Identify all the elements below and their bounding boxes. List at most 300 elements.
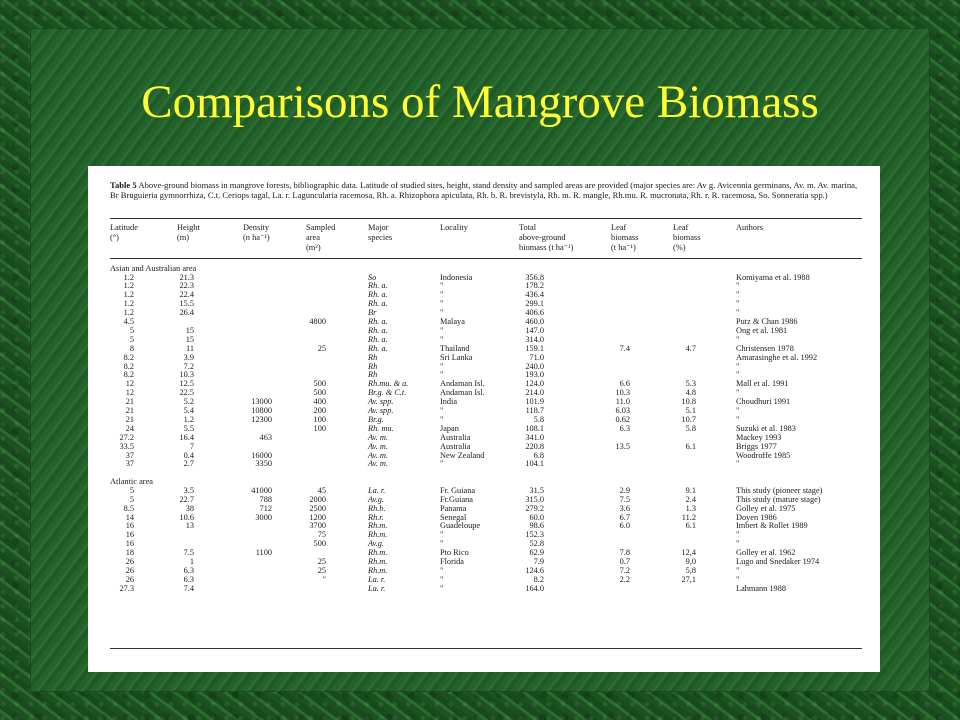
cell-authors: " bbox=[736, 565, 740, 575]
header-latitude: Latitude (°) bbox=[110, 223, 138, 242]
cell-sampled-area: 45 bbox=[317, 485, 326, 495]
header-leaf-percent: Leaf biomass (%) bbox=[673, 223, 701, 252]
cell-latitude: 1.2 bbox=[123, 272, 134, 282]
cell-latitude: 12 bbox=[125, 388, 134, 398]
cell-density: 41000 bbox=[251, 485, 272, 495]
cell-sampled-area: 25 bbox=[317, 557, 326, 566]
cell-authors: " bbox=[736, 308, 740, 318]
cell-locality: Pto Rico bbox=[440, 548, 469, 558]
cell-total-biomass: 6.8 bbox=[533, 450, 544, 460]
cell-leaf-percent: 5.1 bbox=[685, 406, 696, 415]
cell-total-biomass: 314.0 bbox=[525, 334, 544, 344]
cell-leaf-percent: 27,1 bbox=[681, 574, 696, 584]
cell-latitude: 8.5 bbox=[123, 503, 134, 513]
cell-leaf-biomass: 6.0 bbox=[619, 521, 630, 531]
cell-latitude: 24 bbox=[125, 423, 134, 433]
cell-density: 13000 bbox=[251, 397, 272, 407]
cell-height: 7 bbox=[189, 441, 194, 451]
cell-leaf-percent: 2.4 bbox=[685, 494, 696, 504]
table-row bbox=[88, 363, 880, 372]
cell-density: 463 bbox=[259, 432, 272, 442]
table-row bbox=[88, 354, 880, 363]
cell-locality: " bbox=[440, 281, 444, 291]
table-row bbox=[88, 300, 880, 309]
cell-height: 1 bbox=[189, 557, 194, 566]
cell-species: Rh. a. bbox=[368, 290, 388, 300]
cell-species: Av. m. bbox=[368, 441, 388, 451]
cell-locality: Malaya bbox=[440, 317, 465, 326]
table-caption-label: Table 5 bbox=[110, 180, 137, 190]
header-density: Density (n ha⁻¹) bbox=[243, 223, 270, 242]
cell-authors: Amarasinghe et al. 1992 bbox=[736, 352, 818, 362]
cell-species: Rh.mu. & a. bbox=[368, 379, 409, 389]
cell-latitude: 27.2 bbox=[119, 432, 134, 442]
cell-locality: Senegal bbox=[440, 512, 467, 522]
cell-authors: Suzuki et al. 1983 bbox=[736, 423, 796, 433]
cell-locality: Sri Lanka bbox=[440, 352, 473, 362]
cell-leaf-percent: 5.8 bbox=[685, 423, 696, 433]
cell-total-biomass: 8.2 bbox=[533, 574, 544, 584]
cell-leaf-percent: 4.7 bbox=[685, 343, 696, 353]
cell-locality: " bbox=[440, 574, 444, 584]
cell-total-biomass: 164.0 bbox=[525, 583, 544, 593]
cell-total-biomass: 7.9 bbox=[533, 557, 544, 566]
cell-total-biomass: 52.8 bbox=[529, 539, 544, 549]
cell-locality: " bbox=[440, 325, 444, 335]
cell-total-biomass: 147.0 bbox=[525, 325, 544, 335]
cell-leaf-percent: 10.7 bbox=[681, 414, 696, 424]
cell-authors: " bbox=[736, 388, 740, 398]
cell-height: 22.7 bbox=[179, 494, 194, 504]
cell-species: Rh. a. bbox=[368, 317, 388, 326]
cell-height: 7.4 bbox=[183, 583, 194, 593]
cell-leaf-biomass: 7.5 bbox=[619, 494, 630, 504]
cell-height: 22.4 bbox=[179, 290, 194, 300]
cell-leaf-percent: 6.1 bbox=[685, 521, 696, 531]
cell-leaf-biomass: 10.3 bbox=[615, 388, 630, 398]
cell-density: 712 bbox=[259, 503, 272, 513]
cell-locality: " bbox=[440, 530, 444, 540]
cell-latitude: 26 bbox=[125, 557, 134, 566]
cell-authors: Ong et al. 1981 bbox=[736, 325, 788, 335]
cell-height: 26.4 bbox=[179, 308, 194, 318]
cell-authors: Doyen 1986 bbox=[736, 512, 777, 522]
cell-density: 12300 bbox=[251, 414, 272, 424]
cell-authors: " bbox=[736, 361, 740, 371]
table-row bbox=[88, 291, 880, 300]
cell-sampled-area: 3700 bbox=[309, 521, 326, 531]
cell-density: 788 bbox=[259, 494, 272, 504]
cell-species: Br.g. & C.t. bbox=[368, 388, 407, 398]
cell-authors: Lahmann 1988 bbox=[736, 583, 787, 593]
cell-locality: " bbox=[440, 334, 444, 344]
table-row bbox=[88, 460, 880, 469]
cell-species: Rh.r. bbox=[368, 512, 384, 522]
table-row bbox=[88, 558, 880, 567]
cell-total-biomass: 178.2 bbox=[525, 281, 544, 291]
cell-sampled-area: 400 bbox=[313, 397, 326, 407]
cell-leaf-biomass: 2.9 bbox=[619, 485, 630, 495]
cell-height: 3.9 bbox=[183, 352, 194, 362]
cell-authors: " bbox=[736, 459, 740, 469]
cell-latitude: 33.5 bbox=[119, 441, 134, 451]
cell-authors: Christensen 1978 bbox=[736, 343, 794, 353]
cell-sampled-area: 500 bbox=[313, 379, 326, 389]
cell-sampled-area: 25 bbox=[317, 343, 326, 353]
cell-total-biomass: 240.0 bbox=[525, 361, 544, 371]
cell-leaf-biomass: 0.62 bbox=[615, 414, 630, 424]
cell-sampled-area: 500 bbox=[313, 388, 326, 398]
cell-latitude: 18 bbox=[125, 548, 134, 558]
cell-leaf-biomass: 7.4 bbox=[619, 343, 630, 353]
cell-height: 0.4 bbox=[183, 450, 194, 460]
table-row bbox=[88, 407, 880, 416]
cell-species: Av. m. bbox=[368, 432, 388, 442]
cell-latitude: 1.2 bbox=[123, 299, 134, 309]
cell-latitude: 8.2 bbox=[123, 361, 134, 371]
cell-species: Rh.m. bbox=[368, 548, 388, 558]
cell-sampled-area: 500 bbox=[313, 539, 326, 549]
cell-total-biomass: 460.0 bbox=[525, 317, 544, 326]
cell-latitude: 8 bbox=[129, 343, 134, 353]
header-major-species: Major species bbox=[368, 223, 393, 242]
cell-total-biomass: 315.0 bbox=[525, 494, 544, 504]
cell-latitude: 16 bbox=[125, 530, 134, 540]
cell-species: Rh. mu. bbox=[368, 423, 394, 433]
cell-species: Rh bbox=[368, 361, 378, 371]
cell-height: 6.3 bbox=[183, 574, 194, 584]
cell-species: Rh. a. bbox=[368, 325, 388, 335]
cell-locality: Fr.Guiana bbox=[440, 494, 473, 504]
cell-locality: " bbox=[440, 583, 444, 593]
cell-locality: Panama bbox=[440, 503, 467, 513]
cell-height: 16.4 bbox=[179, 432, 194, 442]
cell-authors: This study (pioneer stage) bbox=[736, 485, 823, 495]
table-row bbox=[88, 282, 880, 291]
cell-latitude: 4.5 bbox=[123, 317, 134, 326]
cell-leaf-biomass: 11.0 bbox=[615, 397, 630, 407]
cell-species: Av.g. bbox=[368, 494, 384, 504]
cell-total-biomass: 214.0 bbox=[525, 388, 544, 398]
cell-leaf-percent: 5,8 bbox=[685, 565, 696, 575]
cell-authors: " bbox=[736, 574, 740, 584]
cell-authors: Golley et al. 1975 bbox=[736, 503, 796, 513]
cell-latitude: 5 bbox=[129, 334, 134, 344]
cell-locality: Thailand bbox=[440, 343, 470, 353]
cell-sampled-area: 2500 bbox=[309, 503, 326, 513]
cell-density: 1100 bbox=[255, 548, 272, 558]
cell-total-biomass: 60.0 bbox=[529, 512, 544, 522]
cell-authors: Choudhuri 1991 bbox=[736, 397, 791, 407]
cell-locality: " bbox=[440, 539, 444, 549]
table-row bbox=[88, 327, 880, 336]
cell-latitude: 8.2 bbox=[123, 370, 134, 380]
cell-species: Rh bbox=[368, 370, 378, 380]
cell-sampled-area: 2000 bbox=[309, 494, 326, 504]
cell-leaf-biomass: 7.2 bbox=[619, 565, 630, 575]
cell-height: 22.3 bbox=[179, 281, 194, 291]
cell-species: Rh. a. bbox=[368, 334, 388, 344]
cell-authors: Briggs 1977 bbox=[736, 441, 777, 451]
cell-latitude: 5 bbox=[129, 485, 134, 495]
cell-species: La. r. bbox=[368, 485, 386, 495]
cell-height: 15 bbox=[185, 325, 194, 335]
cell-sampled-area: 100 bbox=[313, 414, 326, 424]
cell-authors: " bbox=[736, 539, 740, 549]
cell-height: 12.5 bbox=[179, 379, 194, 389]
cell-species: Br bbox=[368, 308, 377, 318]
cell-locality: " bbox=[440, 406, 444, 415]
cell-authors: Imbert & Rollet 1989 bbox=[736, 521, 808, 531]
table-row bbox=[88, 398, 880, 407]
cell-height: 11 bbox=[186, 343, 194, 353]
cell-species: Rh.m. bbox=[368, 557, 388, 566]
cell-authors: " bbox=[736, 406, 740, 415]
cell-species: Rh.m. bbox=[368, 530, 388, 540]
cell-leaf-biomass: 6.7 bbox=[619, 512, 630, 522]
header-height: Height (m) bbox=[177, 223, 200, 242]
table-row bbox=[88, 567, 880, 576]
header-leaf-biomass: Leaf biomass (t ha⁻¹) bbox=[611, 223, 639, 252]
cell-sampled-area: 75 bbox=[317, 530, 326, 540]
scanned-table-image bbox=[88, 166, 880, 672]
table-caption-text: Above-ground biomass in mangrove forests, bibliographic data. Latitude of studied sites, height, stand density and sampled areas are provided (major species are: Av g. Avicennia germinans, Av. m. Av. marina, Br Bruguieria gymnorrhiza, C.t. Ceriops tagal, La. r. Laguncularia racemosa, Rh. a. Rhizophora apiculata, Rh. b. R. brevistyla, Rh. m. R. mangle, Rh.mu. R. mucronata, Rh. r. R. racemosa, So. Sonneratia spp.) bbox=[110, 180, 858, 201]
cell-locality: Andaman Isl. bbox=[440, 388, 485, 398]
cell-authors: Putz & Chan 1986 bbox=[736, 317, 798, 326]
cell-total-biomass: 356.8 bbox=[525, 272, 544, 282]
cell-authors: Golley et al. 1962 bbox=[736, 548, 796, 558]
cell-locality: " bbox=[440, 459, 444, 469]
cell-height: 5.2 bbox=[183, 397, 194, 407]
cell-leaf-percent: 4.8 bbox=[685, 388, 696, 398]
cell-authors: " bbox=[736, 334, 740, 344]
cell-density: 16000 bbox=[251, 450, 272, 460]
cell-total-biomass: 5.8 bbox=[533, 414, 544, 424]
cell-sampled-area: 4800 bbox=[309, 317, 326, 326]
cell-leaf-percent: 9.1 bbox=[685, 485, 696, 495]
cell-leaf-biomass: 3.6 bbox=[619, 503, 630, 513]
table-top-rule bbox=[110, 218, 862, 219]
cell-total-biomass: 220.8 bbox=[525, 441, 544, 451]
cell-leaf-biomass: 13.5 bbox=[615, 441, 630, 451]
cell-total-biomass: 436.4 bbox=[525, 290, 544, 300]
cell-species: Av. m. bbox=[368, 459, 388, 469]
cell-total-biomass: 341.0 bbox=[525, 432, 544, 442]
cell-total-biomass: 101.9 bbox=[525, 397, 544, 407]
cell-total-biomass: 124.0 bbox=[525, 379, 544, 389]
header-sampled-area: Sampled area (m²) bbox=[306, 223, 336, 252]
cell-height: 22.5 bbox=[179, 388, 194, 398]
cell-species: Br.g. bbox=[368, 414, 384, 424]
cell-authors: Mall et al. 1991 bbox=[736, 379, 789, 389]
cell-latitude: 37 bbox=[125, 450, 134, 460]
cell-latitude: 5 bbox=[129, 494, 134, 504]
cell-leaf-biomass: 6.3 bbox=[619, 423, 630, 433]
cell-total-biomass: 299.1 bbox=[525, 299, 544, 309]
cell-authors: " bbox=[736, 290, 740, 300]
cell-authors: " bbox=[736, 281, 740, 291]
table-row bbox=[88, 452, 880, 461]
table-header-rule bbox=[110, 258, 862, 259]
cell-locality: Florida bbox=[440, 557, 464, 566]
cell-total-biomass: 118.7 bbox=[525, 406, 544, 415]
table-bottom-rule bbox=[110, 648, 862, 649]
header-authors: Authors bbox=[736, 223, 763, 232]
cell-species: Av.g. bbox=[368, 539, 384, 549]
cell-latitude: 16 bbox=[125, 539, 134, 549]
cell-locality: Fr. Guiana bbox=[440, 485, 476, 495]
cell-latitude: 1.2 bbox=[123, 308, 134, 318]
cell-locality: " bbox=[440, 290, 444, 300]
cell-density: 10800 bbox=[251, 406, 272, 415]
cell-total-biomass: 193.0 bbox=[525, 370, 544, 380]
cell-leaf-percent: 11.2 bbox=[681, 512, 696, 522]
cell-locality: " bbox=[440, 361, 444, 371]
table-row bbox=[88, 274, 880, 283]
cell-latitude: 26 bbox=[125, 565, 134, 575]
cell-total-biomass: 104.1 bbox=[525, 459, 544, 469]
cell-locality: " bbox=[440, 308, 444, 318]
cell-species: Rh.m. bbox=[368, 521, 388, 531]
cell-height: 7.5 bbox=[183, 548, 194, 558]
cell-sampled-area: 100 bbox=[313, 423, 326, 433]
cell-leaf-biomass: 0.7 bbox=[619, 557, 630, 566]
cell-height: 3.5 bbox=[183, 485, 194, 495]
cell-latitude: 1.2 bbox=[123, 281, 134, 291]
cell-locality: Japan bbox=[440, 423, 459, 433]
cell-latitude: 16 bbox=[125, 521, 134, 531]
cell-total-biomass: 71.0 bbox=[529, 352, 544, 362]
cell-density: 3000 bbox=[255, 512, 272, 522]
cell-height: 38 bbox=[185, 503, 194, 513]
cell-leaf-percent: 12,4 bbox=[681, 548, 696, 558]
cell-total-biomass: 406.6 bbox=[525, 308, 544, 318]
cell-height: 6.3 bbox=[183, 565, 194, 575]
cell-total-biomass: 108.1 bbox=[525, 423, 544, 433]
cell-species: Rh.b. bbox=[368, 503, 386, 513]
cell-leaf-percent: 10.8 bbox=[681, 397, 696, 407]
table-section-label: Atlantic area bbox=[110, 477, 154, 487]
cell-total-biomass: 152.3 bbox=[525, 530, 544, 540]
slide-title: Comparisons of Mangrove Biomass bbox=[141, 76, 819, 128]
cell-latitude: 5 bbox=[129, 325, 134, 335]
cell-species: La. r. bbox=[368, 583, 386, 593]
cell-species: So bbox=[368, 272, 377, 282]
cell-locality: Guadeloupe bbox=[440, 521, 481, 531]
cell-density: 3350 bbox=[255, 459, 272, 469]
cell-latitude: 1.2 bbox=[123, 290, 134, 300]
cell-locality: " bbox=[440, 370, 444, 380]
cell-species: Av. spp. bbox=[368, 406, 394, 415]
cell-locality: " bbox=[440, 565, 444, 575]
cell-leaf-biomass: 7.8 bbox=[619, 548, 630, 558]
cell-locality: Australia bbox=[440, 441, 471, 451]
cell-leaf-percent: 5.3 bbox=[685, 379, 696, 389]
cell-species: Rh. a. bbox=[368, 343, 388, 353]
cell-authors: Mackey 1993 bbox=[736, 432, 782, 442]
cell-leaf-biomass: 2.2 bbox=[619, 574, 630, 584]
cell-height: 13 bbox=[185, 521, 194, 531]
cell-species: Av. spp. bbox=[368, 397, 394, 407]
cell-authors: " bbox=[736, 299, 740, 309]
cell-height: 21.3 bbox=[179, 272, 194, 282]
cell-total-biomass: 62.9 bbox=[529, 548, 544, 558]
cell-sampled-area: 25 bbox=[317, 565, 326, 575]
cell-latitude: 14 bbox=[125, 512, 134, 522]
cell-authors: Woodroffe 1985 bbox=[736, 450, 791, 460]
cell-latitude: 26 bbox=[125, 574, 134, 584]
cell-sampled-area: " bbox=[322, 574, 326, 584]
table-row bbox=[88, 585, 880, 594]
cell-latitude: 21 bbox=[125, 406, 134, 415]
cell-leaf-biomass: 6.6 bbox=[619, 379, 630, 389]
cell-leaf-percent: 1.3 bbox=[685, 503, 696, 513]
cell-authors: " bbox=[736, 414, 740, 424]
cell-species: Rh.m. bbox=[368, 565, 388, 575]
cell-latitude: 21 bbox=[125, 397, 134, 407]
cell-latitude: 12 bbox=[125, 379, 134, 389]
cell-authors: " bbox=[736, 370, 740, 380]
cell-height: 7.2 bbox=[183, 361, 194, 371]
cell-authors: This study (mature stage) bbox=[736, 494, 821, 504]
cell-species: La. r. bbox=[368, 574, 386, 584]
cell-locality: Australia bbox=[440, 432, 471, 442]
cell-sampled-area: 1200 bbox=[309, 512, 326, 522]
cell-locality: " bbox=[440, 299, 444, 309]
cell-total-biomass: 124.6 bbox=[525, 565, 544, 575]
cell-height: 10.3 bbox=[179, 370, 194, 380]
cell-latitude: 8.2 bbox=[123, 352, 134, 362]
cell-leaf-percent: 9,0 bbox=[685, 557, 696, 566]
cell-authors: Komiyama et al. 1988 bbox=[736, 272, 810, 282]
cell-leaf-biomass: 6.03 bbox=[615, 406, 630, 415]
cell-locality: New Zealand bbox=[440, 450, 485, 460]
cell-height: 1.2 bbox=[183, 414, 194, 424]
cell-height: 2.7 bbox=[183, 459, 194, 469]
table-caption bbox=[110, 180, 862, 201]
cell-height: 15.5 bbox=[179, 299, 194, 309]
header-locality: Locality bbox=[440, 223, 468, 232]
cell-total-biomass: 159.1 bbox=[525, 343, 544, 353]
cell-locality: " bbox=[440, 414, 444, 424]
cell-species: Av. m. bbox=[368, 450, 388, 460]
cell-locality: Indonesia bbox=[440, 272, 473, 282]
cell-leaf-percent: 6.1 bbox=[685, 441, 696, 451]
table-row bbox=[88, 531, 880, 540]
header-total-biomass: Total above-ground biomass (t ha⁻¹) bbox=[519, 223, 574, 252]
table-section-label: Asian and Australian area bbox=[110, 264, 197, 273]
cell-species: Rh. a. bbox=[368, 299, 388, 309]
cell-latitude: 27.3 bbox=[119, 583, 134, 593]
cell-height: 10.6 bbox=[179, 512, 194, 522]
cell-latitude: 37 bbox=[125, 459, 134, 469]
cell-locality: India bbox=[440, 397, 458, 407]
cell-authors: " bbox=[736, 530, 740, 540]
cell-sampled-area: 200 bbox=[313, 406, 326, 415]
cell-locality: Andaman Isl. bbox=[440, 379, 485, 389]
cell-height: 5.4 bbox=[183, 406, 194, 415]
cell-total-biomass: 31.5 bbox=[529, 485, 544, 495]
cell-species: Rh bbox=[368, 352, 378, 362]
cell-height: 15 bbox=[185, 334, 194, 344]
cell-total-biomass: 279.2 bbox=[525, 503, 544, 513]
table-row bbox=[88, 522, 880, 531]
cell-species: Rh. a. bbox=[368, 281, 388, 291]
cell-latitude: 21 bbox=[125, 414, 134, 424]
cell-height: 5.5 bbox=[183, 423, 194, 433]
cell-authors: Lugo and Snedaker 1974 bbox=[736, 557, 820, 566]
cell-total-biomass: 98.6 bbox=[529, 521, 544, 531]
